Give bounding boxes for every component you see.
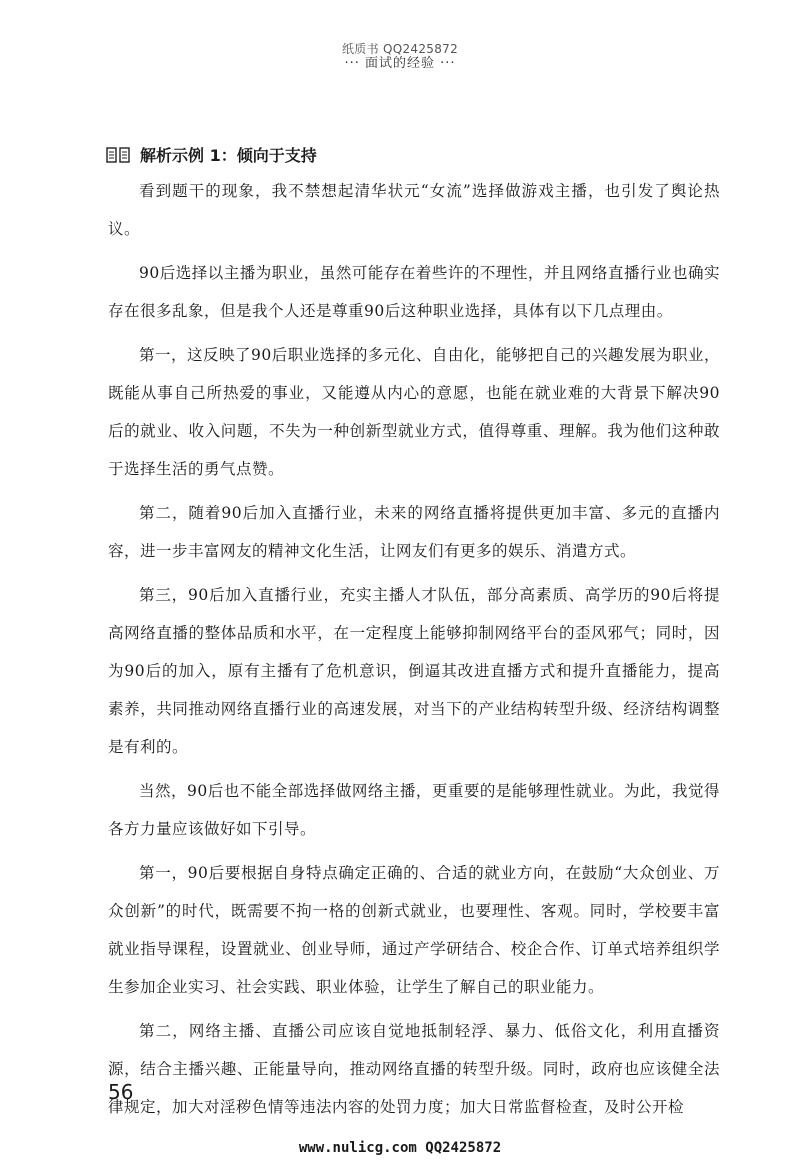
- watermark-text: 纸质书 QQ2425872: [341, 42, 459, 56]
- paragraph: 90后选择以主播为职业，虽然可能存在着些许的不理性，并且网络直播行业也确实存在很多乱象，但是我个人还是尊重90后这种职业选择，具体有以下几点理由。: [108, 264, 720, 320]
- paragraph: 第二，网络主播、直播公司应该自觉地抵制轻浮、暴力、低俗文化，利用直播资源，结合主播兴趣、正能量导向，推动网络直播的转型升级。同时，政府也应该健全法律规定，加大对淫秽色情等违法内容的处罚力度；加大日常监督检查，及时公开检: [108, 1022, 720, 1116]
- paragraph: 第一，90后要根据自身特点确定正确的、合适的就业方向，在鼓励“大众创业、万众创新”的时代，既需要不拘一格的创新式就业，也要理性、客观。同时，学校要丰富就业指导课程，设置就业、创业导师，通过产学研结合、校企合作、订单式培养组织学生参加企业实习、社会实践、职业体验，让学生了解自己的职业能力。: [108, 864, 720, 996]
- paragraph: 看到题干的现象，我不禁想起清华状元“女流”选择做游戏主播，也引发了舆论热议。: [108, 182, 720, 238]
- running-header: ··· 面试的经验 ···: [344, 56, 456, 71]
- body-text: [108, 172, 720, 1132]
- paragraph: 当然，90后也不能全部选择做网络主播，更重要的是能够理性就业。为此，我觉得各方力量应该做好如下引导。: [108, 782, 720, 838]
- section-heading: [106, 143, 317, 166]
- section-heading-text: 解析示例 1：倾向于支持: [140, 146, 317, 165]
- page-number: 56: [108, 1080, 134, 1104]
- paragraph: 第一，这反映了90后职业选择的多元化、自由化，能够把自己的兴趣发展为职业，既能从事自己所热爱的事业，又能遵从内心的意愿，也能在就业难的大背景下解决90后的就业、收入问题，不失为一种创新型就业方式，值得尊重、理解。我为他们这种敢于选择生活的勇气点赞。: [108, 346, 720, 478]
- book-pages-icon: [106, 146, 132, 164]
- paragraph: 第二，随着90后加入直播行业，未来的网络直播将提供更加丰富、多元的直播内容，进一步丰富网友的精神文化生活，让网友们有更多的娱乐、消遣方式。: [108, 504, 720, 560]
- paragraph: 第三，90后加入直播行业，充实主播人才队伍，部分高素质、高学历的90后将提高网络直播的整体品质和水平，在一定程度上能够抑制网络平台的歪风邪气；同时，因为90后的加入，原有主播有了危机意识，倒逼其改进直播方式和提升直播能力，提高素养，共同推动网络直播行业的高速发展，对当下的产业结构转型升级、经济结构调整是有利的。: [108, 586, 720, 756]
- footer-url: www.nulicg.com QQ2425872: [298, 1140, 502, 1156]
